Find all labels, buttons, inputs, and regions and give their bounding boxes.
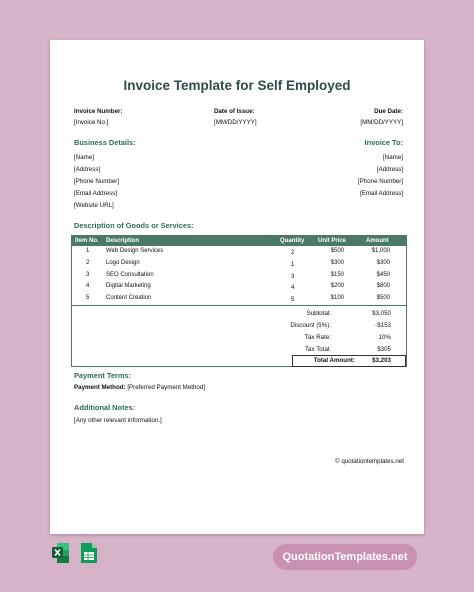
cell-amount: $500 (376, 295, 390, 302)
col-quantity: Quantity (280, 237, 305, 244)
cell-item-no: 3 (86, 271, 90, 278)
cell-amount: $800 (376, 283, 390, 290)
cell-quantity: 2 (291, 250, 295, 256)
cell-description: Digital Marketing (106, 283, 151, 290)
cell-unit-price: $500 (330, 248, 344, 254)
invoice-to-line: [Phone Number] (357, 178, 403, 185)
cell-description: Logo Design (106, 259, 140, 266)
notes-text: [Any other relevant information.] (74, 417, 162, 424)
brand-badge[interactable]: QuotationTemplates.net (273, 544, 417, 570)
subtotal-value: $3,050 (372, 310, 391, 317)
cell-amount: $450 (376, 271, 390, 278)
notes-heading: Additional Notes: (74, 403, 136, 412)
cell-description: Content Creation (106, 295, 152, 302)
table-row (72, 270, 406, 282)
business-heading: Business Details: (74, 138, 136, 147)
items-table (71, 235, 407, 306)
invoice-to-line: [Email Address] (360, 190, 403, 197)
cell-unit-price: $300 (330, 259, 344, 266)
table-header (72, 236, 406, 246)
discount-label: Discount (5%): (290, 322, 331, 329)
cell-quantity: 3 (291, 273, 295, 280)
cell-item-no: 4 (86, 283, 90, 290)
cell-unit-price: $200 (330, 283, 344, 290)
cell-amount: $300 (376, 259, 390, 266)
col-description: Description (106, 237, 140, 244)
cell-item-no: 2 (86, 259, 90, 266)
invoice-number-label: Invoice Number: (74, 108, 123, 115)
due-date-label: Due Date: (374, 108, 403, 115)
cell-item-no: 5 (86, 295, 90, 302)
footer-site: © quotationtemplates.net (335, 458, 404, 465)
excel-icon (52, 542, 70, 564)
tax-total-label: Tax Total: (304, 346, 331, 353)
subtotal-label: Subtotal: (306, 310, 331, 317)
col-amount: Amount (366, 237, 389, 244)
discount-value: -$153 (375, 322, 391, 329)
cell-unit-price: $100 (330, 295, 344, 302)
invoice-page (50, 40, 424, 534)
date-value: [MM/DD/YYYY] (214, 119, 257, 126)
cell-description: Web Design Services (106, 248, 164, 254)
date-label: Date of Issue: (214, 108, 255, 115)
tax-rate-value: 10% (378, 334, 391, 341)
table-row (72, 281, 406, 293)
invoice-number-value: [Invoice No.] (74, 119, 109, 126)
total-value: $3,203 (372, 357, 391, 364)
payment-method (74, 384, 205, 391)
business-line: [Email Address] (74, 190, 117, 197)
cell-item-no: 1 (86, 248, 90, 254)
cell-quantity: 5 (291, 297, 295, 304)
due-date-value: [MM/DD/YYYY] (360, 119, 403, 126)
table-row (72, 258, 406, 270)
business-line: [Phone Number] (74, 178, 120, 185)
google-sheets-icon (80, 542, 98, 564)
col-unit-price: Unit Price (318, 237, 347, 244)
col-item-no: Item No. (75, 237, 99, 244)
total-label: Total Amount: (313, 357, 355, 364)
invoice-to-line: [Address] (376, 166, 403, 173)
goods-heading: Description of Goods or Services: (74, 221, 194, 230)
tax-total-value: $305 (377, 346, 391, 353)
invoice-to-line: [Name] (383, 154, 403, 161)
cell-unit-price: $150 (330, 271, 344, 278)
business-line: [Website URL] (74, 202, 114, 209)
invoice-to-heading: Invoice To: (364, 138, 403, 147)
table-row (72, 293, 406, 305)
payment-method-label: Payment Method: (74, 384, 126, 391)
business-line: [Name] (74, 154, 94, 161)
cell-amount: $1,000 (371, 248, 390, 254)
payment-method-value: [Preferred Payment Method] (127, 384, 206, 391)
tax-rate-label: Tax Rate: (304, 334, 331, 341)
page-title: Invoice Template for Self Employed (123, 78, 351, 93)
cell-quantity: 1 (291, 261, 295, 268)
table-row (72, 246, 406, 258)
cell-quantity: 4 (291, 285, 295, 292)
cell-description: SEO Consultation (106, 271, 154, 278)
payment-heading: Payment Terms: (74, 371, 131, 380)
business-line: [Address] (74, 166, 101, 173)
